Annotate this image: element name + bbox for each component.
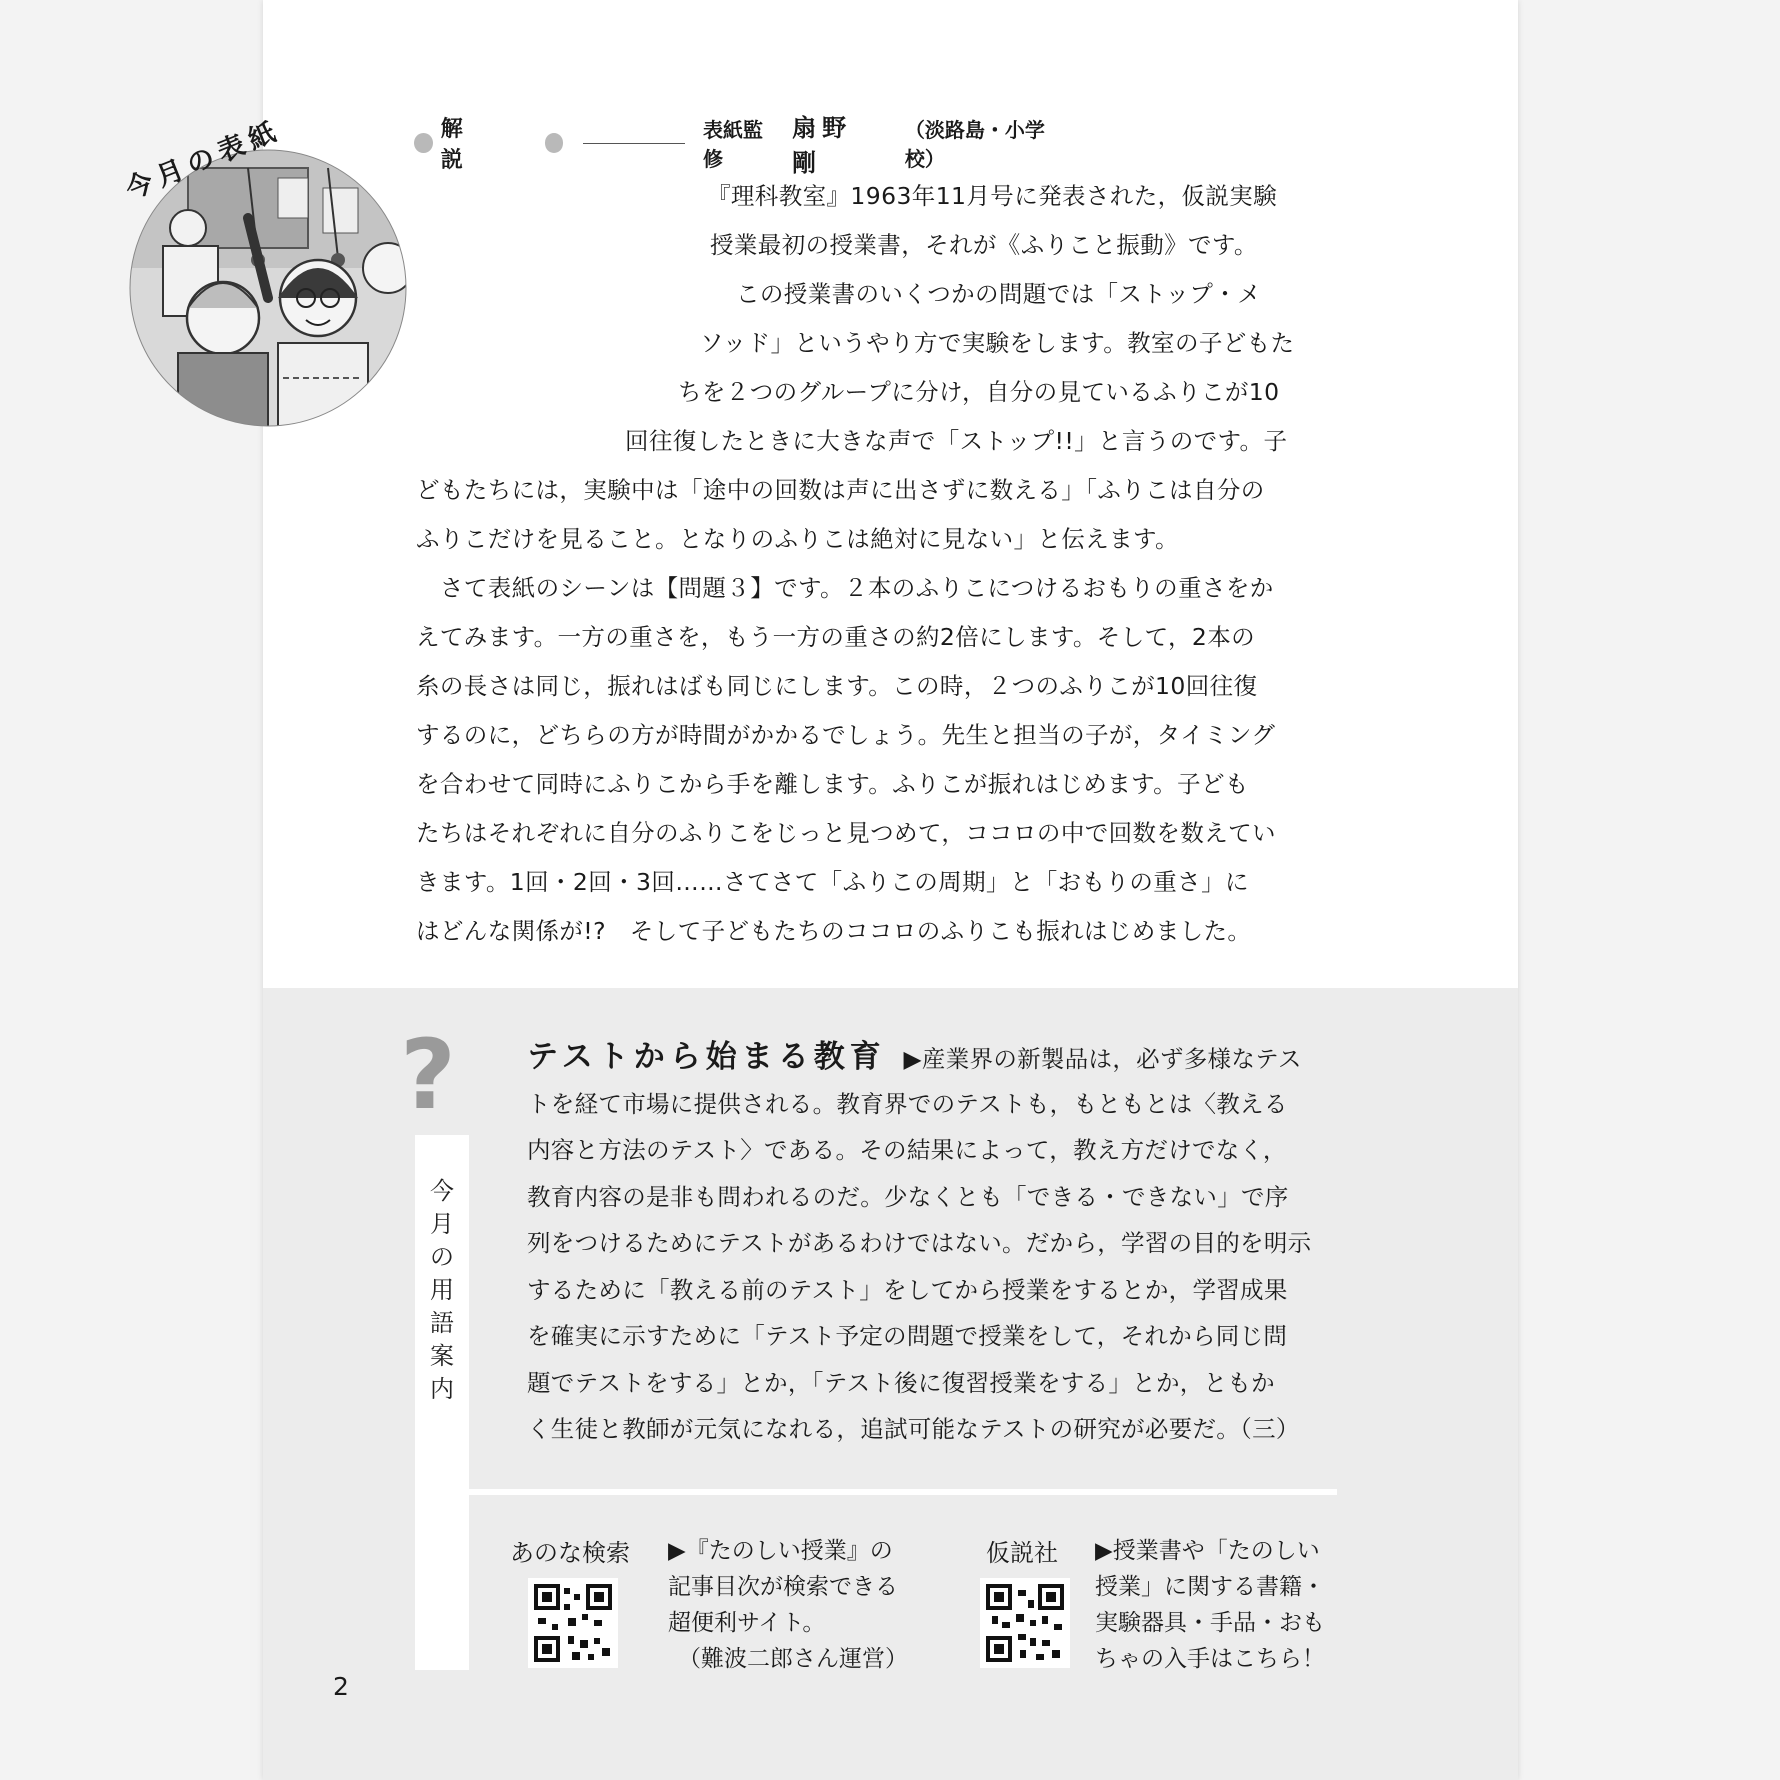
article-line: たちはそれぞれに自分のふりこをじっと見つめて，ココロの中で回数を数えてい: [416, 819, 1276, 847]
kasetsusha-qr-code[interactable]: [980, 1578, 1070, 1668]
article-line: この授業書のいくつかの問題では「ストップ・メ: [736, 280, 1262, 308]
kasetsusha-description: [1095, 1533, 1325, 1677]
glossary-divider: [469, 1489, 1337, 1495]
article-line: えてみます。一方の重さを，もう一方の重さの約2倍にします。そして，2本の: [416, 623, 1256, 651]
anona-desc-line: 記事目次が検索できる: [668, 1574, 898, 1600]
header-dot-left: [414, 133, 433, 153]
glossary-line: するために「教える前のテスト」をしてから授業をするとか，学習成果: [527, 1275, 1288, 1304]
anona-search-title[interactable]: あのな検索: [510, 1539, 630, 1567]
vertical-char: 語: [430, 1309, 454, 1337]
supervisor-name: 扇野 剛: [792, 114, 883, 177]
glossary-body: [527, 1034, 1311, 1453]
header-rule: [583, 143, 684, 144]
glossary-first-line: [527, 1034, 1311, 1081]
kasetsusha-title[interactable]: 仮説社: [986, 1539, 1058, 1567]
kasetsusha-desc-line: 実験器具・手品・おも: [1095, 1610, 1325, 1636]
header-dot-right: [545, 133, 564, 153]
glossary-first-line-rest: ▶産業界の新製品は，必ず多様なテス: [903, 1045, 1302, 1073]
kasetsusha-desc-line: ▶授業書や「たのしい: [1095, 1538, 1320, 1564]
glossary-line: く生徒と教師が元気になれる，追試可能なテストの研究が必要だ。（三）: [527, 1415, 1300, 1443]
article-line: 回往復したときに大きな声で「ストップ!!」と言うのです。子: [625, 427, 1288, 455]
supervisor-affiliation: （淡路島・小学校）: [904, 118, 1045, 171]
qr-code-icon: [980, 1578, 1070, 1668]
glossary-line: 題でテストをする」とか，「テスト後に復習授業をする」とか，ともか: [527, 1368, 1275, 1397]
article-line: どもたちには，実験中は「途中の回数は声に出さずに数える」「ふりこは自分の: [416, 476, 1265, 504]
kasetsusha-desc-line: ちゃの入手はこちら！: [1095, 1646, 1325, 1672]
glossary-vertical-strip: [415, 1135, 469, 1670]
anona-desc-line: 超便利サイト。: [668, 1610, 826, 1636]
article-line: きます。1回・2回・3回……さてさて「ふりこの周期」と「おもりの重さ」に: [416, 868, 1249, 896]
glossary-line: 列をつけるためにテストがあるわけではない。だから，学習の目的を明示: [527, 1229, 1312, 1257]
article-line: するのに，どちらの方が時間がかかるでしょう。先生と担当の子が，タイミング: [416, 721, 1276, 749]
article-line: ちを２つのグループに分け，自分の見ているふりこが10: [678, 378, 1280, 406]
supervisor-role: 表紙監修: [702, 118, 763, 171]
anona-qr-code[interactable]: [528, 1578, 618, 1668]
vertical-char: 用: [430, 1276, 454, 1304]
vertical-char: 月: [430, 1210, 454, 1238]
vertical-char: 案: [430, 1342, 454, 1370]
vertical-char: の: [430, 1243, 454, 1271]
glossary-title: テストから始まる教育: [527, 1039, 886, 1075]
article-line: を合わせて同時にふりこから手を離します。ふりこが振れはじめます。子ども: [416, 770, 1249, 798]
commentary-header: [414, 114, 1074, 177]
glossary-line: を確実に示すために「テスト予定の問題で授業をして，それから同じ問: [527, 1322, 1288, 1350]
commentary-label: 解 説: [440, 117, 509, 173]
article-body: [0, 172, 1294, 956]
cover-title-text: 今月の表紙: [121, 115, 286, 206]
anona-desc-line: ▶『たのしい授業』の: [668, 1538, 893, 1564]
page-number: 2: [333, 1672, 349, 1701]
article-line: ソッド」というやり方で実験をします。教室の子どもた: [700, 329, 1295, 357]
anona-desc-line: （難波二郎さん運営）: [678, 1646, 908, 1672]
anona-description: [668, 1533, 908, 1677]
qr-code-icon: [528, 1578, 618, 1668]
kasetsusha-desc-line: 授業」に関する書籍・: [1095, 1574, 1325, 1600]
vertical-char: 今: [430, 1177, 454, 1205]
glossary-vertical-label: [415, 1175, 469, 1406]
article-line: さて表紙のシーンは【問題３】です。２本のふりこにつけるおもりの重さをか: [440, 574, 1274, 602]
question-mark-icon: ?: [400, 1019, 456, 1131]
article-line: 糸の長さは同じ，振れはばも同じにします。この時，２つのふりこが10回往復: [416, 672, 1258, 700]
glossary-line: 内容と方法のテスト〉である。その結果によって，教え方だけでなく，: [527, 1136, 1287, 1164]
glossary-line: トを経て市場に提供される。教育界でのテストも，もともとは〈教える: [527, 1089, 1288, 1118]
article-line: 授業最初の授業書，それが《ふりこと振動》です。: [710, 231, 1258, 259]
article-line: 『理科教室』1963年11月号に発表された，仮説実験: [707, 182, 1278, 210]
article-line: ふりこだけを見ること。となりのふりこは絶対に見ない」と伝えます。: [416, 525, 1179, 553]
glossary-line: 教育内容の是非も問われるのだ。少なくとも「できる・できない」で序: [527, 1182, 1289, 1211]
article-line: はどんな関係が!? そして子どもたちのココロのふりこも振れはじめました。: [416, 917, 1252, 945]
vertical-char: 内: [430, 1375, 454, 1403]
